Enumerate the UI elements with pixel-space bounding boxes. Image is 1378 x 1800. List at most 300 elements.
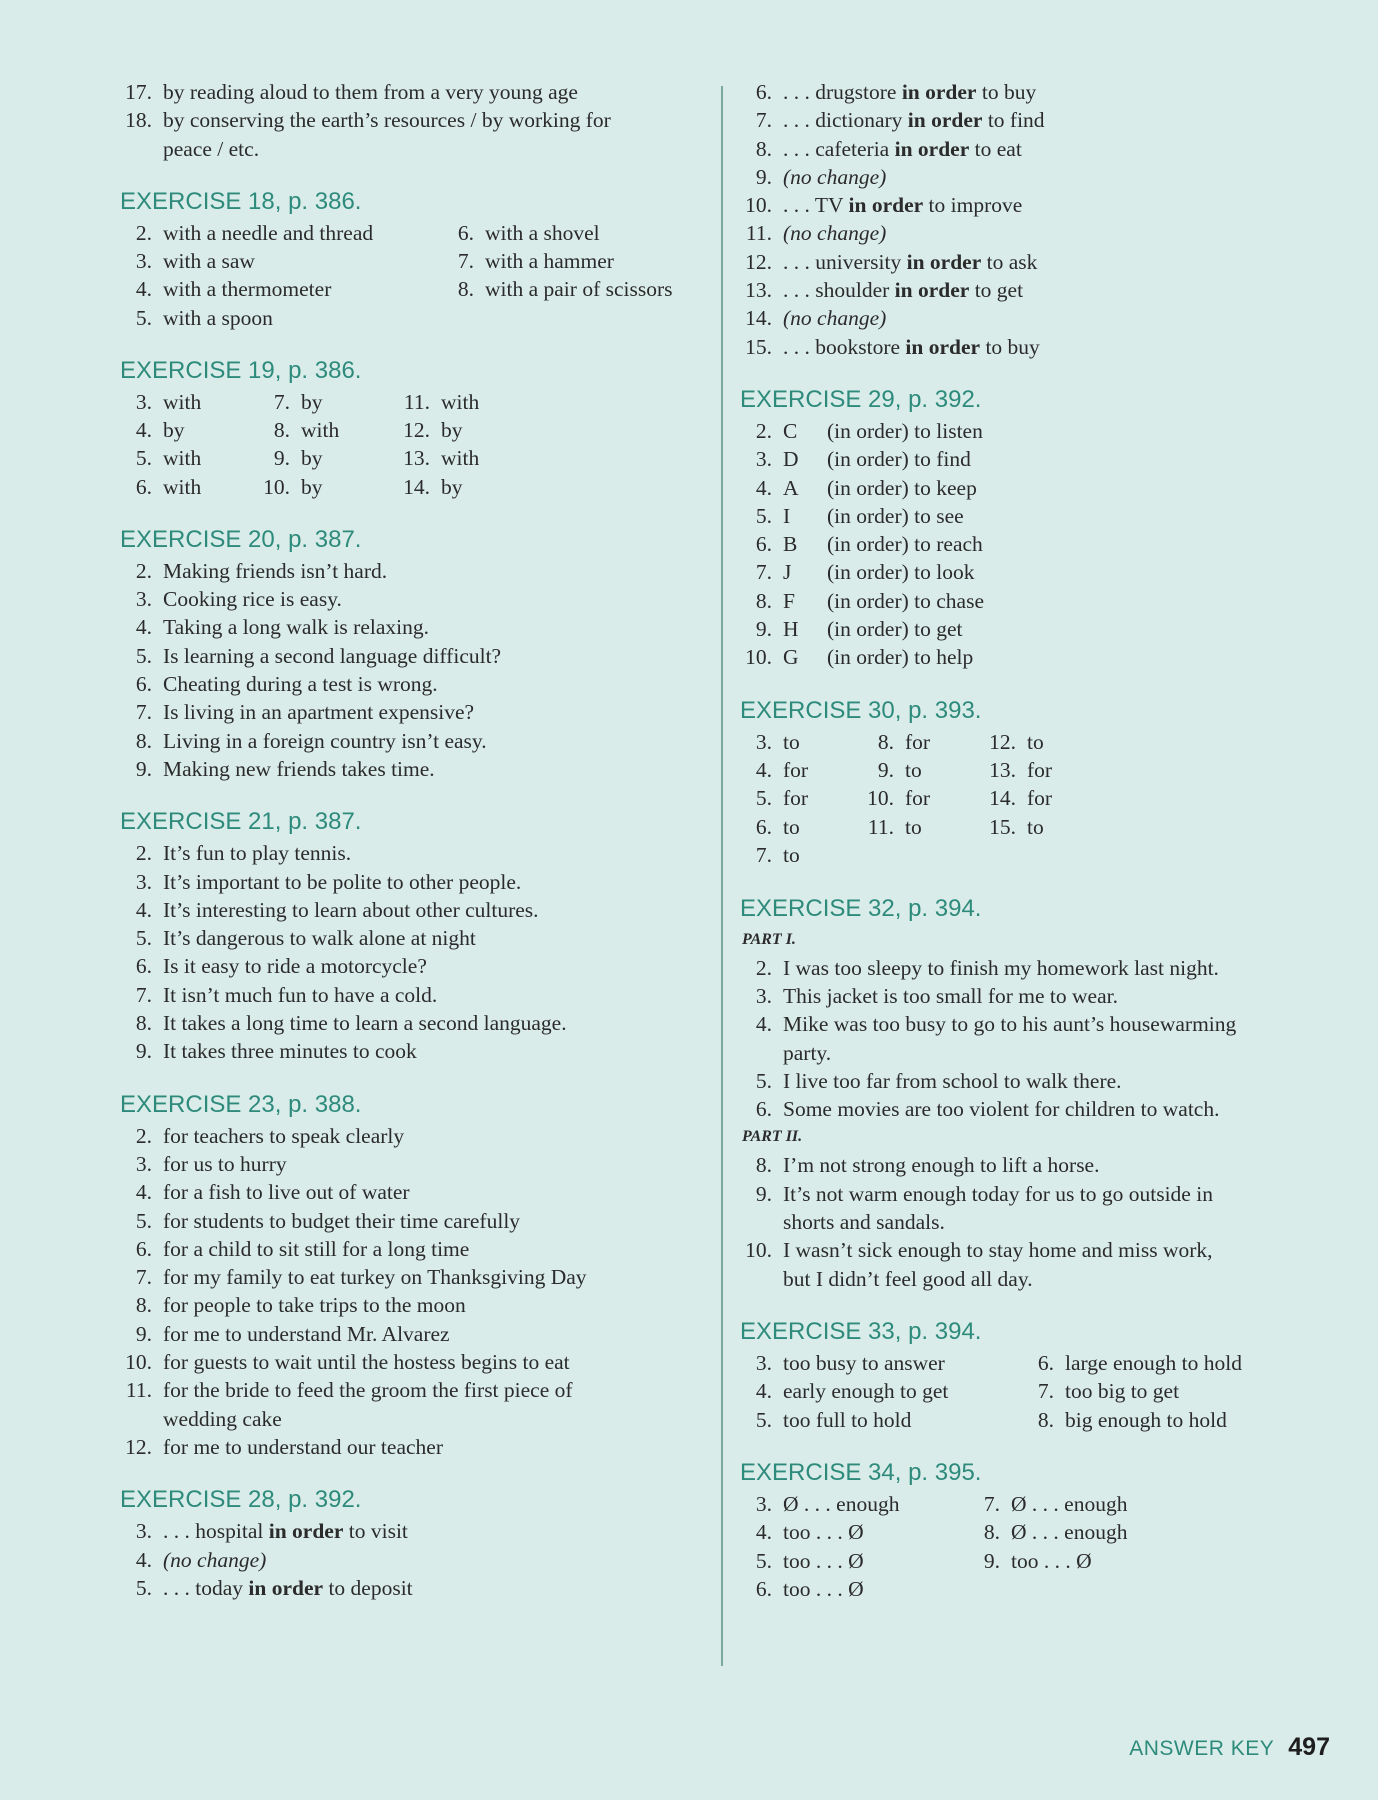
answer-item (740, 530, 1330, 558)
item-number: 17. (125, 80, 152, 104)
answer-item (120, 1320, 710, 1348)
answer-item (398, 444, 479, 472)
exercise-32-part-1-answers (740, 954, 1330, 1124)
exercise-28-answers (120, 1517, 710, 1602)
item-number: 6. (755, 80, 772, 104)
answer-text: (in order) to listen (827, 418, 983, 443)
answer-item (984, 756, 1052, 784)
answer-continuation: wedding cake (163, 1406, 282, 1431)
answer-text: (in order) to see (827, 503, 964, 528)
answer-item (120, 981, 710, 1009)
answer-item (120, 1546, 710, 1574)
answer-item (120, 557, 710, 585)
answer-item (740, 1151, 1330, 1179)
item-number: 14. (745, 306, 772, 331)
answer-item (740, 1067, 1330, 1095)
answer-text: by (301, 446, 323, 471)
answer-text: (in order) to look (827, 560, 975, 585)
exercise-33-heading: EXERCISE 33, p. 394. (740, 1317, 982, 1345)
answer-text: It’s important to be polite to other people. (163, 869, 522, 894)
answer-item (968, 1490, 1127, 1518)
item-number: 6. (135, 954, 152, 979)
answer-text: (in order) to help (827, 645, 974, 670)
answer-text: I’m not strong enough to lift a horse. (783, 1153, 1100, 1178)
answer-text: Mike was too busy to go to his aunt’s housewarming (783, 1012, 1237, 1037)
answer-text: This jacket is too small for me to wear. (783, 983, 1118, 1008)
answer-text: (in order) to reach (827, 532, 983, 557)
exercise-18-heading: EXERCISE 18, p. 386. (120, 187, 362, 215)
answer-text: by conserving the earth’s resources / by working for (163, 108, 611, 133)
answer-text: It’s dangerous to walk alone at night (163, 926, 476, 951)
answer-item (120, 924, 710, 952)
answer-item (740, 728, 800, 756)
item-number: 8. (135, 1293, 152, 1318)
answer-item (740, 135, 1330, 163)
answer-text: with (301, 418, 340, 443)
answer-text: with a thermometer (163, 277, 332, 302)
answer-item (120, 1348, 710, 1376)
item-number: 8. (273, 418, 290, 443)
item-number: 6. (755, 814, 772, 839)
item-number: 3. (755, 447, 772, 472)
answer-item (442, 219, 600, 247)
answer-item (862, 813, 922, 841)
answer-text: Cheating during a test is wrong. (163, 672, 438, 697)
answer-continuation: party. (783, 1040, 832, 1065)
item-number: 6. (1037, 1350, 1054, 1375)
answer-item (120, 585, 710, 613)
column-divider (721, 86, 723, 1666)
item-number: 10. (125, 1350, 152, 1375)
answer-text: with a spoon (163, 305, 273, 330)
item-number: 5. (135, 1208, 152, 1233)
item-number: 13. (403, 446, 430, 471)
answer-text: to (905, 757, 922, 782)
answer-item (984, 784, 1052, 812)
answer-item (120, 1291, 710, 1319)
exercise-33-answers (740, 1349, 1330, 1434)
answer-text: (in order) to find (827, 447, 971, 472)
answer-text: with a hammer (485, 249, 614, 274)
item-number: 15. (989, 814, 1016, 839)
answer-text: Is learning a second language difficult? (163, 643, 502, 668)
answer-text: by (163, 418, 185, 443)
item-number: 3. (135, 1519, 152, 1544)
item-number: 14. (989, 786, 1016, 811)
item-number: 12. (989, 729, 1016, 754)
answer-text: It’s not warm enough today for us to go outside in (783, 1181, 1213, 1206)
answer-text: for people to take trips to the moon (163, 1293, 466, 1318)
item-number: 10. (867, 786, 894, 811)
exercise-30-heading: EXERCISE 30, p. 393. (740, 696, 982, 724)
answer-item (740, 304, 1330, 332)
answer-text: Ø . . . enough (1011, 1491, 1128, 1516)
answer-text: to (1027, 729, 1044, 754)
answer-item (740, 1349, 945, 1377)
answer-item (258, 416, 339, 444)
answer-item (120, 755, 710, 783)
exercise-20-answers (120, 557, 710, 783)
answer-item (442, 275, 673, 303)
answer-text: for (905, 729, 931, 754)
answer-item (1022, 1406, 1227, 1434)
exercise-34-answers (740, 1490, 1330, 1603)
answer-item (120, 78, 710, 106)
item-number: 8. (135, 1011, 152, 1036)
answer-text: too . . . Ø (1011, 1548, 1092, 1573)
answer-item (120, 1376, 710, 1404)
item-number: 10. (745, 193, 772, 218)
answer-text: early enough to get (783, 1379, 949, 1404)
answer-item (120, 727, 710, 755)
item-number: 4. (755, 757, 772, 782)
answer-letter: F (783, 588, 795, 613)
item-number: 8. (755, 136, 772, 161)
item-number: 13. (989, 757, 1016, 782)
item-number: 3. (755, 1350, 772, 1375)
exercise-32-heading: EXERCISE 32, p. 394. (740, 894, 982, 922)
answer-item (740, 643, 1330, 671)
item-number: 6. (755, 532, 772, 557)
answer-letter: H (783, 617, 799, 642)
answer-text: too . . . Ø (783, 1576, 864, 1601)
answer-item (984, 813, 1044, 841)
item-number: 8. (877, 729, 894, 754)
item-number: 4. (135, 277, 152, 302)
answer-item (120, 670, 710, 698)
answer-text: big enough to hold (1065, 1407, 1227, 1432)
answer-item (740, 954, 1330, 982)
answer-item (120, 106, 710, 134)
answer-item (740, 1377, 948, 1405)
item-number: 12. (403, 418, 430, 443)
answer-item (740, 615, 1330, 643)
answer-item (120, 304, 273, 332)
answer-item (120, 1122, 710, 1150)
answer-text: with (441, 446, 480, 471)
item-number: 11. (745, 221, 772, 246)
answer-item (968, 1518, 1127, 1546)
answer-item (862, 728, 930, 756)
item-number: 2. (135, 220, 152, 245)
answer-text: . . . dictionary (783, 108, 908, 133)
item-number: 9. (755, 1181, 772, 1206)
answer-text: with a pair of scissors (485, 277, 673, 302)
exercise-23-heading: EXERCISE 23, p. 388. (120, 1090, 362, 1118)
answer-item (740, 106, 1330, 134)
item-number: 4. (135, 615, 152, 640)
answer-item (398, 388, 479, 416)
answer-text: for guests to wait until the hostess begins to eat (163, 1350, 570, 1375)
exercise-30-answers (740, 728, 1330, 870)
answer-item (740, 587, 1330, 615)
item-number: 5. (135, 926, 152, 951)
answer-item (120, 416, 185, 444)
answer-text: Cooking rice is easy. (163, 587, 342, 612)
item-number: 6. (755, 1576, 772, 1601)
item-number: 5. (755, 786, 772, 811)
answer-item (740, 1180, 1330, 1208)
answer-item (120, 1263, 710, 1291)
item-number: 13. (745, 278, 772, 303)
answer-text: to buy (976, 80, 1037, 104)
answer-text: It’s fun to play tennis. (163, 841, 352, 866)
answer-item (740, 191, 1330, 219)
answer-text: to visit (343, 1519, 408, 1544)
item-number: 9. (135, 1321, 152, 1346)
item-number: 5. (755, 503, 772, 528)
answer-note: (no change) (783, 164, 887, 189)
answer-item (120, 839, 710, 867)
answer-text: . . . today (163, 1575, 249, 1600)
item-number: 10. (263, 474, 290, 499)
item-number: 3. (755, 983, 772, 1008)
answer-text: by (441, 418, 463, 443)
page-footer (1129, 1733, 1330, 1762)
answer-item (740, 1406, 911, 1434)
item-number: 15. (745, 334, 772, 359)
item-number: 11. (867, 814, 894, 839)
item-number: 18. (125, 108, 152, 133)
item-number: 3. (135, 587, 152, 612)
answer-item (740, 841, 800, 869)
answer-text: by (301, 389, 323, 414)
item-number: 7. (135, 982, 152, 1007)
item-number: 3. (755, 1491, 772, 1516)
right-column (740, 78, 1330, 1603)
item-number: 7. (755, 842, 772, 867)
item-number: 8. (755, 588, 772, 613)
exercise-29-heading: EXERCISE 29, p. 392. (740, 385, 982, 413)
answer-bold: in order (894, 136, 970, 161)
answer-bold: in order (894, 278, 970, 303)
answer-text: for us to hurry (163, 1151, 287, 1176)
item-number: 5. (135, 446, 152, 471)
answer-text: (in order) to get (827, 617, 963, 642)
answer-item (120, 952, 710, 980)
answer-text: with (163, 474, 202, 499)
answer-item (120, 868, 710, 896)
item-number: 9. (755, 617, 772, 642)
answer-text: I was too sleepy to finish my homework last night. (783, 955, 1219, 980)
answer-item (740, 1518, 864, 1546)
item-number: 12. (125, 1434, 152, 1459)
answer-text: for me to understand our teacher (163, 1434, 443, 1459)
exercise-21-answers (120, 839, 710, 1065)
answer-text: for (783, 757, 809, 782)
answer-text: Living in a foreign country isn’t easy. (163, 728, 487, 753)
answer-text: to deposit (323, 1575, 413, 1600)
answer-bold: in order (907, 108, 983, 133)
exercise-32-part-2-answers (740, 1151, 1330, 1292)
answer-item (120, 444, 201, 472)
item-number: 8. (755, 1153, 772, 1178)
item-number: 6. (457, 220, 474, 245)
exercise-21-heading: EXERCISE 21, p. 387. (120, 808, 362, 836)
item-number: 6. (135, 1236, 152, 1261)
exercise-29-answers (740, 417, 1330, 672)
item-number: 4. (135, 897, 152, 922)
answer-text: . . . shoulder (783, 278, 895, 303)
item-number: 6. (755, 1097, 772, 1122)
answer-text: for (1027, 757, 1053, 782)
answer-item (120, 1009, 710, 1037)
answer-text: It takes a long time to learn a second language. (163, 1011, 567, 1036)
answer-text: for students to budget their time carefully (163, 1208, 521, 1233)
answer-text: too . . . Ø (783, 1520, 864, 1545)
answer-item (258, 444, 323, 472)
item-number: 10. (745, 1238, 772, 1263)
answer-item (442, 247, 614, 275)
item-number: 3. (135, 869, 152, 894)
answer-bold: in order (901, 80, 977, 104)
exercise-20-heading: EXERCISE 20, p. 387. (120, 525, 362, 553)
item-number: 9. (273, 446, 290, 471)
answer-item (120, 1517, 710, 1545)
answer-text: Ø . . . enough (1011, 1520, 1128, 1545)
answer-letter: B (783, 532, 798, 557)
answer-text: for the bride to feed the groom the first piece of (163, 1378, 573, 1403)
answer-bold: in order (848, 193, 924, 218)
answer-text: . . . drugstore (783, 80, 902, 104)
answer-text: to ask (981, 249, 1038, 274)
item-number: 2. (755, 418, 772, 443)
answer-text: with (163, 389, 202, 414)
exercise-19-answers (120, 388, 710, 501)
item-number: 9. (135, 1039, 152, 1064)
exercise-23-answers (120, 1122, 710, 1462)
answer-text: (in order) to keep (827, 475, 977, 500)
item-number: 11. (125, 1378, 152, 1403)
item-number: 6. (135, 672, 152, 697)
item-number: 5. (755, 1407, 772, 1432)
answer-text: Making new friends takes time. (163, 756, 435, 781)
item-number: 4. (135, 1180, 152, 1205)
item-number: 7. (755, 560, 772, 585)
answer-text: for my family to eat turkey on Thanksgiving Day (163, 1265, 587, 1290)
item-number: 12. (745, 249, 772, 274)
answer-text: too . . . Ø (783, 1548, 864, 1573)
answer-item (968, 1547, 1092, 1575)
answer-item (740, 756, 808, 784)
answer-item (120, 613, 710, 641)
answer-item (120, 642, 710, 670)
answer-continuation: shorts and sandals. (783, 1210, 945, 1235)
answer-text: . . . hospital (163, 1519, 269, 1544)
answer-text: I wasn’t sick enough to stay home and miss work, (783, 1238, 1213, 1263)
answer-text: too busy to answer (783, 1350, 945, 1375)
item-number: 4. (135, 1547, 152, 1572)
answer-item (258, 388, 323, 416)
left-column (120, 78, 710, 1602)
answer-item (120, 275, 331, 303)
item-number: 6. (135, 474, 152, 499)
exercise-19-heading: EXERCISE 19, p. 386. (120, 356, 362, 384)
answer-item (740, 982, 1330, 1010)
answer-item (120, 1150, 710, 1178)
exercise-34-heading: EXERCISE 34, p. 395. (740, 1458, 982, 1486)
answer-text: . . . university (783, 249, 907, 274)
answer-item (120, 219, 373, 247)
page-number: 497 (1288, 1733, 1330, 1761)
answer-letter: I (783, 503, 791, 528)
part-2-label: PART II. (742, 1128, 803, 1146)
item-number: 2. (135, 558, 152, 583)
item-number: 5. (135, 305, 152, 330)
item-number: 5. (755, 1548, 772, 1573)
answer-text: I live too far from school to walk there. (783, 1068, 1122, 1093)
answer-note: (no change) (163, 1547, 267, 1572)
answer-text: It isn’t much fun to have a cold. (163, 982, 438, 1007)
answer-text: for teachers to speak clearly (163, 1123, 405, 1148)
item-number: 2. (135, 1123, 152, 1148)
answer-item (740, 502, 1330, 530)
answer-item (740, 474, 1330, 502)
answer-text: with a needle and thread (163, 220, 374, 245)
answer-text: with (441, 389, 480, 414)
answer-item (740, 417, 1330, 445)
item-number: 4. (755, 1520, 772, 1545)
item-number: 7. (1037, 1379, 1054, 1404)
answer-letter: D (783, 447, 799, 472)
item-number: 3. (135, 389, 152, 414)
intro-items (120, 78, 710, 163)
part-1-label: PART I. (742, 930, 796, 948)
answer-item (258, 473, 323, 501)
answer-text: . . . TV (783, 193, 849, 218)
answer-text: by (301, 474, 323, 499)
answer-item (120, 1433, 710, 1461)
answer-text: too big to get (1065, 1379, 1180, 1404)
answer-text: Taking a long walk is relaxing. (163, 615, 429, 640)
item-number: 9. (755, 164, 772, 189)
answer-item (740, 1547, 864, 1575)
item-number: 4. (755, 475, 772, 500)
item-number: 11. (403, 389, 430, 414)
item-number: 7. (983, 1491, 1000, 1516)
answer-text: to get (969, 278, 1024, 303)
answer-item (740, 1575, 864, 1603)
item-number: 4. (135, 418, 152, 443)
item-number: 9. (877, 757, 894, 782)
item-number: 8. (135, 728, 152, 753)
answer-bold: in order (248, 1575, 324, 1600)
answer-text: Ø . . . enough (783, 1491, 900, 1516)
answer-continuation: peace / etc. (163, 136, 260, 161)
answer-item (740, 813, 800, 841)
answer-text: to (783, 729, 800, 754)
item-number: 14. (403, 474, 430, 499)
answer-item (120, 896, 710, 924)
item-number: 3. (135, 1151, 152, 1176)
answer-letter: J (783, 560, 792, 585)
item-number: 5. (135, 1575, 152, 1600)
answer-item (740, 333, 1330, 361)
exercise-18-answers (120, 219, 710, 332)
answer-item (740, 219, 1330, 247)
answer-text: to (783, 814, 800, 839)
answer-text: too full to hold (783, 1407, 912, 1432)
answer-item (862, 756, 922, 784)
answer-item (740, 1010, 1330, 1038)
answer-item (740, 163, 1330, 191)
item-number: 8. (1037, 1407, 1054, 1432)
answer-text: It takes three minutes to cook (163, 1039, 417, 1064)
answer-item (984, 728, 1044, 756)
answer-text: to (1027, 814, 1044, 839)
answer-text: for (1027, 786, 1053, 811)
answer-item (740, 445, 1330, 473)
